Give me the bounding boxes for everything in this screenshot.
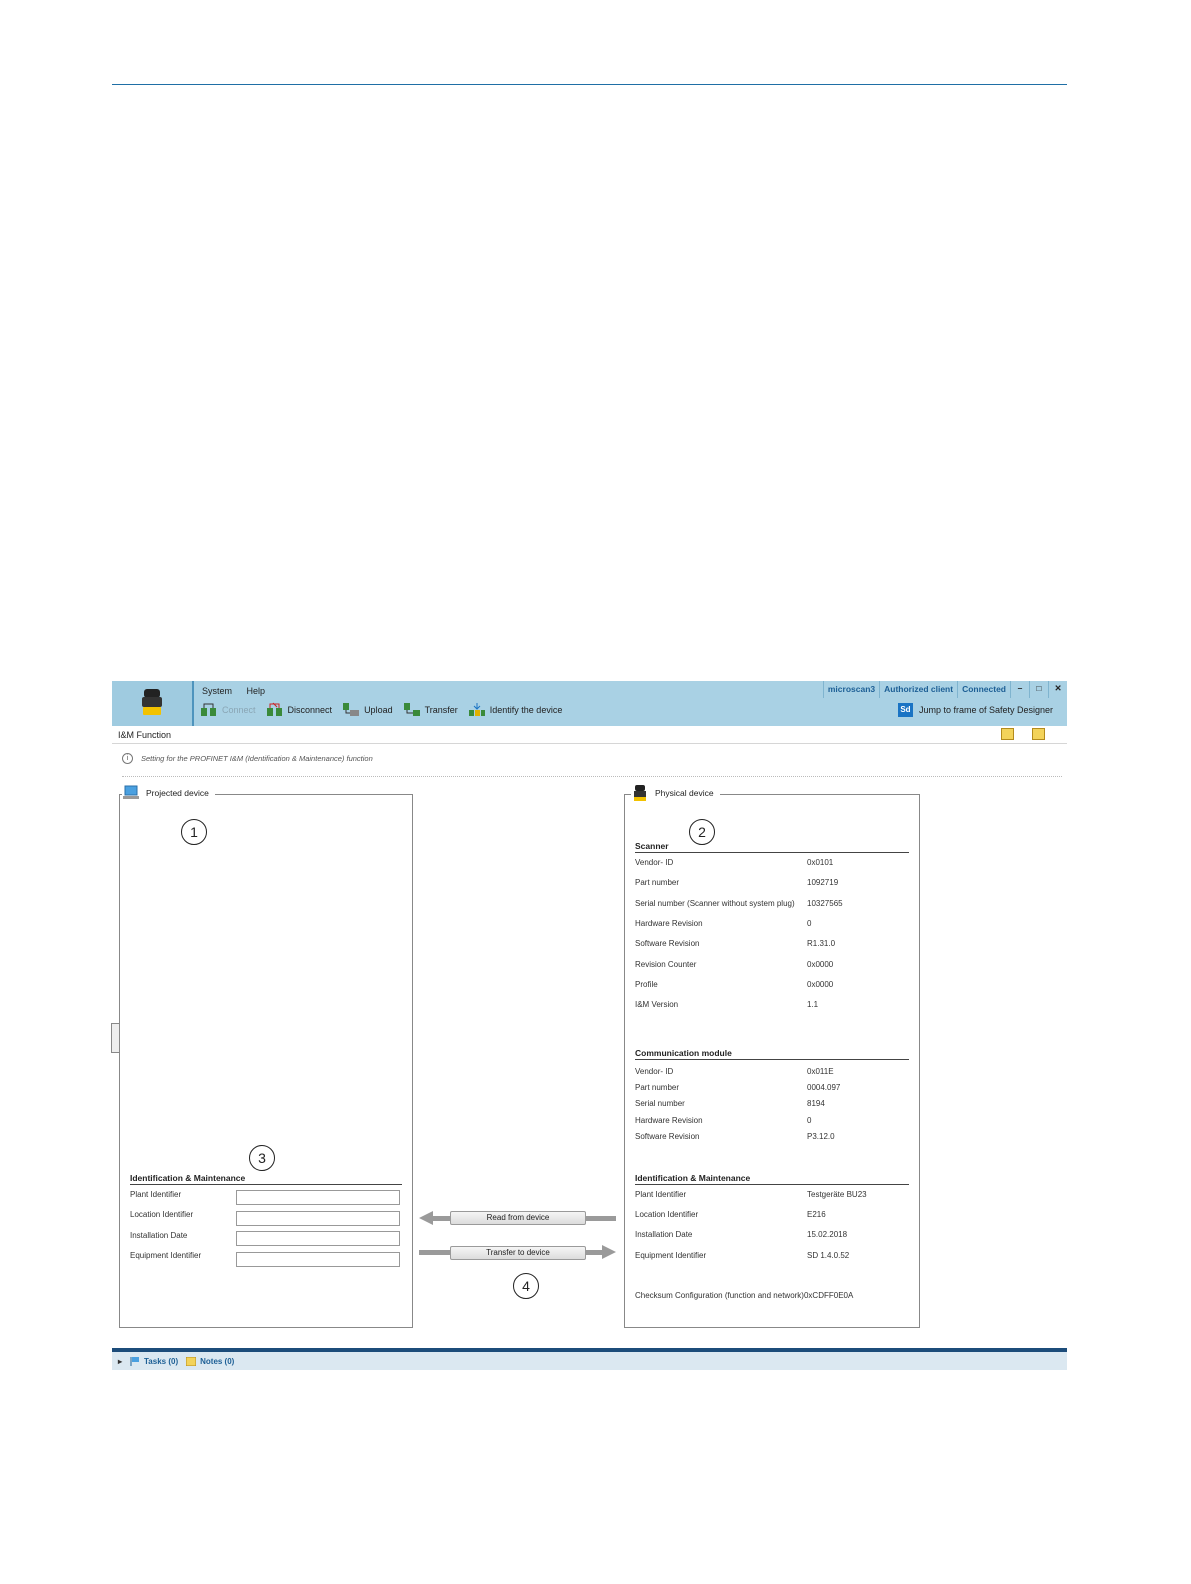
tasks-label: Tasks (0): [144, 1356, 179, 1366]
physical-device-title: Physical device: [655, 788, 714, 798]
safety-designer-icon: Sd: [898, 703, 913, 717]
callout-1: 1: [181, 819, 207, 845]
connect-label: Connect: [222, 704, 256, 715]
comm-row-value: 0x011E: [807, 1067, 834, 1076]
im-row-value: 15.02.2018: [807, 1230, 848, 1240]
info-icon: i: [122, 753, 133, 764]
comm-row-label: Part number: [635, 1083, 680, 1093]
im-row-label: Equipment Identifier: [635, 1250, 707, 1260]
scanner-icon: [141, 688, 163, 716]
im-row-label: Plant Identifier: [635, 1190, 687, 1199]
comm-row-label: Hardware Revision: [635, 1115, 703, 1125]
application-window: [112, 681, 1067, 1370]
identify-icon: [468, 702, 486, 717]
scanner-row-value: 1092719: [807, 878, 839, 888]
scanner-row-value: 0x0101: [807, 858, 834, 867]
toolbar: [200, 702, 572, 717]
device-logo: [112, 681, 194, 726]
upload-button[interactable]: [342, 702, 393, 717]
upload-icon: [342, 702, 360, 717]
scanner-row-value: 0: [807, 918, 812, 928]
callout-3: 3: [249, 1145, 275, 1171]
field-label: Plant Identifier: [130, 1190, 182, 1199]
transfer-to-device-button[interactable]: Transfer to device: [450, 1246, 586, 1260]
im-row-value: SD 1.4.0.52: [807, 1250, 850, 1260]
device-name-badge: microscan3: [823, 681, 879, 698]
tab-im-function[interactable]: I&M Function: [118, 730, 172, 740]
comm-row-label: Vendor- ID: [635, 1067, 674, 1076]
menu-bar: [202, 686, 277, 696]
jump-to-safety-designer[interactable]: [898, 703, 1053, 717]
note-upload-icon[interactable]: [1032, 728, 1045, 740]
scanner-row-value: 0x0000: [807, 959, 834, 969]
scanner-row-label: Software Revision: [635, 939, 700, 949]
flag-icon: [130, 1357, 140, 1366]
im-row-label: Installation Date: [635, 1230, 693, 1240]
scanner-row-value: 0x0000: [807, 979, 834, 989]
im-row-value: Testgeräte BU23: [807, 1190, 867, 1199]
projected-device-panel: [119, 788, 413, 1328]
tasks-link[interactable]: [130, 1357, 178, 1366]
dotted-divider: [122, 776, 1062, 777]
transfer-button[interactable]: [403, 702, 458, 717]
menu-help[interactable]: Help: [246, 686, 266, 696]
scanner-row-value: 1.1: [807, 1000, 819, 1010]
notes-label: Notes (0): [200, 1356, 235, 1366]
physical-im-title: Identification & Maintenance: [635, 1173, 909, 1185]
im-row-value: E216: [807, 1210, 826, 1220]
scanner-row-label: Part number: [635, 878, 680, 888]
identify-label: Identify the device: [489, 704, 563, 715]
field-label: Equipment Identifier: [130, 1251, 202, 1260]
scanner-row-value: R1.31.0: [807, 939, 836, 949]
menu-system[interactable]: System: [202, 686, 233, 696]
note-actions: [983, 728, 1045, 740]
callout-4: 4: [513, 1273, 539, 1299]
page-top-rule: [112, 84, 1067, 85]
physical-device-panel: [624, 788, 920, 1328]
field-label: Location Identifier: [130, 1210, 194, 1219]
projected-device-title: Projected device: [146, 788, 209, 798]
status-strip: [823, 681, 1067, 698]
projected-device-legend: [122, 785, 215, 801]
comm-row-value: 0: [807, 1115, 812, 1125]
comm-row-value: P3.12.0: [807, 1131, 835, 1141]
comm-section-title: Communication module: [635, 1048, 909, 1060]
upload-label: Upload: [364, 704, 393, 715]
connect-icon: [200, 702, 218, 717]
disconnect-icon: [266, 702, 284, 717]
info-hint: [122, 753, 373, 764]
comm-row-label: Serial number: [635, 1099, 685, 1109]
checksum-label: Checksum Configuration (function and network)0xCDFF0E0A: [635, 1291, 854, 1300]
transfer-icon: [403, 702, 421, 717]
callout-2: 2: [689, 819, 715, 845]
notes-link[interactable]: [186, 1357, 234, 1366]
note-icon: [186, 1357, 196, 1366]
tab-divider: [112, 743, 1067, 744]
disconnect-button[interactable]: [266, 702, 333, 717]
identify-device-button[interactable]: [468, 702, 563, 717]
scanner-row-label: Hardware Revision: [635, 918, 703, 928]
field-label: Installation Date: [130, 1231, 188, 1240]
read-from-device-button[interactable]: Read from device: [450, 1211, 586, 1225]
scanner-section-title: Scanner: [635, 841, 909, 853]
scanner-row-value: 10327565: [807, 898, 843, 908]
connect-button[interactable]: [200, 702, 256, 717]
minimize-button[interactable]: –: [1010, 681, 1029, 698]
installation-date-input[interactable]: [236, 1231, 400, 1246]
disconnect-label: Disconnect: [287, 704, 333, 715]
transfer-arrow-head: [602, 1245, 616, 1259]
jump-label: Jump to frame of Safety Designer: [918, 705, 1053, 715]
comm-row-value: 0004.097: [807, 1083, 841, 1093]
plant-identifier-input[interactable]: [236, 1190, 400, 1205]
physical-device-legend: [631, 785, 720, 801]
transfer-label: Transfer: [424, 704, 458, 715]
computer-icon: [122, 785, 140, 801]
projected-im-title: Identification & Maintenance: [130, 1173, 402, 1185]
comm-row-value: 8194: [807, 1099, 825, 1109]
scanner-row-label: Vendor- ID: [635, 858, 674, 867]
connection-badge: Connected: [957, 681, 1010, 698]
scanner-row-label: I&M Version: [635, 1000, 679, 1010]
info-text: Setting for the PROFINET I&M (Identification & Maintenance) function: [141, 754, 373, 763]
expand-icon[interactable]: ▸: [118, 1356, 123, 1366]
title-bar: [112, 681, 1067, 726]
im-row-label: Location Identifier: [635, 1210, 699, 1220]
location-identifier-input[interactable]: [236, 1211, 400, 1226]
scanner-row-label: Profile: [635, 979, 658, 989]
scanner-row-label: Serial number (Scanner without system plug): [635, 898, 795, 908]
note-download-icon[interactable]: [1001, 728, 1014, 740]
comm-row-label: Software Revision: [635, 1131, 700, 1141]
client-badge: Authorized client: [879, 681, 957, 698]
equipment-identifier-input[interactable]: [236, 1252, 400, 1267]
scanner-row-label: Revision Counter: [635, 959, 697, 969]
footer-bar: [112, 1352, 1067, 1370]
close-button[interactable]: ✕: [1048, 681, 1067, 698]
restore-button[interactable]: □: [1029, 681, 1048, 698]
scanner-small-icon: [631, 785, 649, 801]
